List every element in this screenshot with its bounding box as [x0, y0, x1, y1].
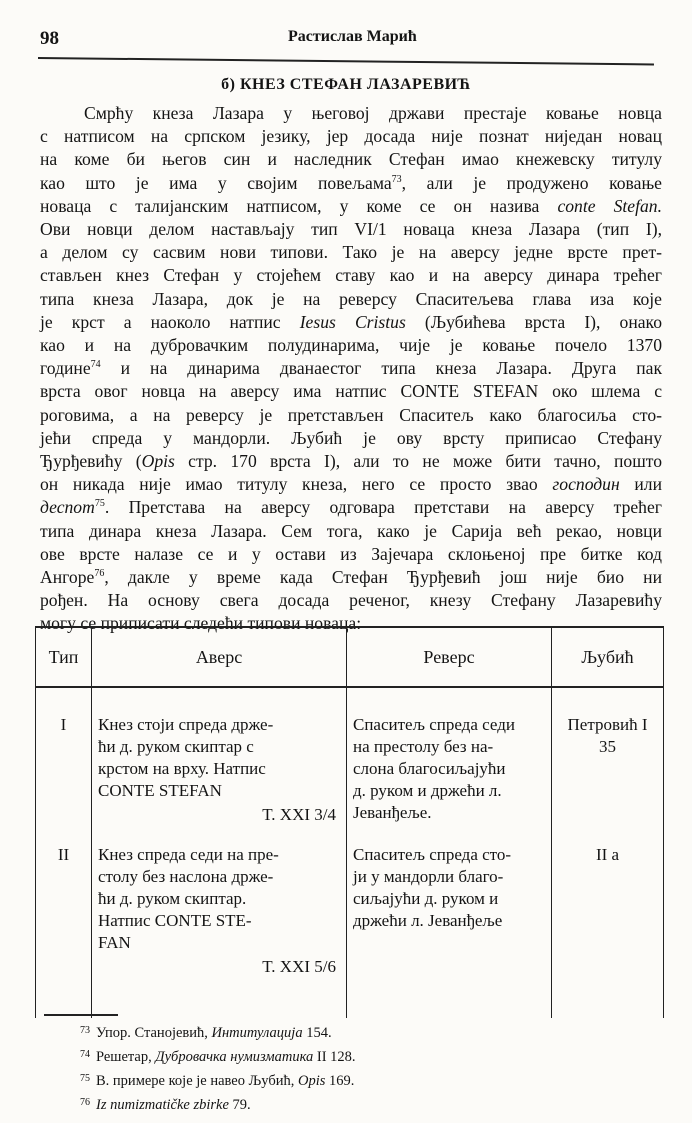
- table-row: [36, 826, 664, 978]
- text-line: је крст а наоколо натпис Iesus Cristus (Љубићева врста I), онако: [40, 311, 662, 332]
- reverse-cell: Спаситељ спреда сто- ји у мандорли благо- сиљајући д. руком и држећи л. Јеванђеље: [347, 826, 552, 978]
- text-line: новаца с талијанским натписом, у коме се он назива conte Stefan.: [40, 195, 662, 216]
- text-line: стављен кнез Стефан у стојећем ставу као и на аверсу динара трећег: [40, 265, 662, 286]
- plate-reference: T. XXI 5/6: [262, 957, 336, 976]
- text-line: на коме би његов син и наследник Стефан имао кнежевску титулу: [40, 149, 662, 170]
- text-line: јећи спреда у мандорли. Љубић је ову врсту приписао Стефану: [40, 427, 662, 448]
- footnote-ref: 74: [90, 359, 101, 371]
- footnotes: [80, 1020, 356, 1116]
- table-header-row: [36, 627, 664, 687]
- type-cell: I: [36, 687, 92, 826]
- running-head: Растислав Марић: [288, 28, 417, 45]
- ljubic-cell: II а: [552, 826, 664, 978]
- obverse-cell: Кнез спреда седи на пре- столу без наслона држе- ћи д. руком скиптар. Натпис CONTE STE- FAN T. XXI 5/6: [92, 826, 347, 978]
- text-line: роговима, а на реверсу је претстављен Спаситељ како благосиља сто-: [40, 404, 662, 425]
- text-line: рођен. На основу свега досада реченог, кнезу Стефану Лазаревићу: [40, 590, 662, 611]
- text-line: Ђурђевићу (Opis стр. 170 врста I), али то не може бити тачно, пошто: [40, 451, 662, 472]
- text-line: године$^{74}$ и на динарима дванаестог типа кнеза Лазара. Друга пак: [40, 358, 662, 379]
- section-title: б) КНЕЗ СТЕФАН ЛАЗАРЕВИЋ: [221, 76, 471, 93]
- text-line: типа динара кнеза Лазара. Сем тога, како је Сарија већ рекао, новци: [40, 520, 662, 541]
- text-line: као што је има у својим повељама$^{73}$, али је продужено ковање: [40, 172, 662, 193]
- text-line: ове врсте налазе се и у остави из Зајечара склоњеној пре битке код: [40, 543, 662, 564]
- footnote-ref: 75: [94, 498, 105, 510]
- body-paragraph: [40, 102, 662, 636]
- text-line: као и на дубровачким полудинарима, чије је ковање почело 1370: [40, 335, 662, 356]
- ljubic-cell: Петровић I 35: [552, 687, 664, 826]
- header-rule: [38, 57, 654, 65]
- column-header-reverse: Реверс: [347, 627, 552, 687]
- table-row: [36, 687, 664, 826]
- text-line: он никада није имао титулу кнеза, него се просто звао господин или: [40, 474, 662, 495]
- column-header-type: Тип: [36, 627, 92, 687]
- text-line: а делом су сасвим нови типови. Тако је на аверсу једне врсте прет-: [40, 242, 662, 263]
- column-header-obverse: Аверс: [92, 627, 347, 687]
- text-line: деспот$^{75}$. Претстава на аверсу одговара претстави на аверсу трећег: [40, 497, 662, 518]
- text-line: Ангоре$^{76}$, дакле у време када Стефан Ђурђевић још није био ни: [40, 567, 662, 588]
- footnote-rule: [44, 1014, 118, 1016]
- footnote-ref: 73: [391, 173, 402, 185]
- text-line: типа кнеза Лазара, док је на реверсу Спаситељева глава иза које: [40, 288, 662, 309]
- footnote: $^{75}$ В. примере које је навео Љубић, Opis 169.: [80, 1073, 355, 1089]
- text-line: врста овог новца на аверсу има натпис CONTE STEFAN око шлема с: [40, 381, 662, 402]
- obverse-cell: Кнез стоји спреда држе- ћи д. руком скиптар с крстом на врху. Натпис CONTE STEFAN T. XXI 3/4: [92, 687, 347, 826]
- table-spacer-row: [36, 978, 664, 1018]
- text-line: Смрћу кнеза Лазара у његовој држави престаје ковање новца: [84, 103, 662, 123]
- column-header-ljubic: Љубић: [552, 627, 664, 687]
- text-line: с натписом на српском језику, јер досада није познат ниједан новац: [40, 126, 662, 147]
- footnote: $^{73}$ Упор. Станојевић, Интитулација 154.: [80, 1025, 332, 1041]
- reverse-cell: Спаситељ спреда седи на престолу без на- слона благосиљајући д. руком и држећи л. Јеванђеље.: [347, 687, 552, 826]
- text-line: Ови новци делом настављају тип VI/1 новаца кнеза Лазара (тип I),: [40, 219, 662, 240]
- coin-types-table: [35, 626, 664, 1018]
- text-line: могу се приписати следећи типови новаца:: [40, 613, 362, 634]
- page-header: [30, 28, 660, 58]
- footnote: $^{74}$ Решетар, Дубровачка нумизматика II 128.: [80, 1049, 356, 1065]
- footnote: $^{76}$ Iz numizmatičke zbirke 79.: [80, 1097, 251, 1113]
- footnote-ref: 76: [94, 568, 105, 580]
- type-cell: II: [36, 826, 92, 978]
- plate-reference: T. XXI 3/4: [262, 805, 336, 824]
- page-number: 98: [40, 28, 59, 49]
